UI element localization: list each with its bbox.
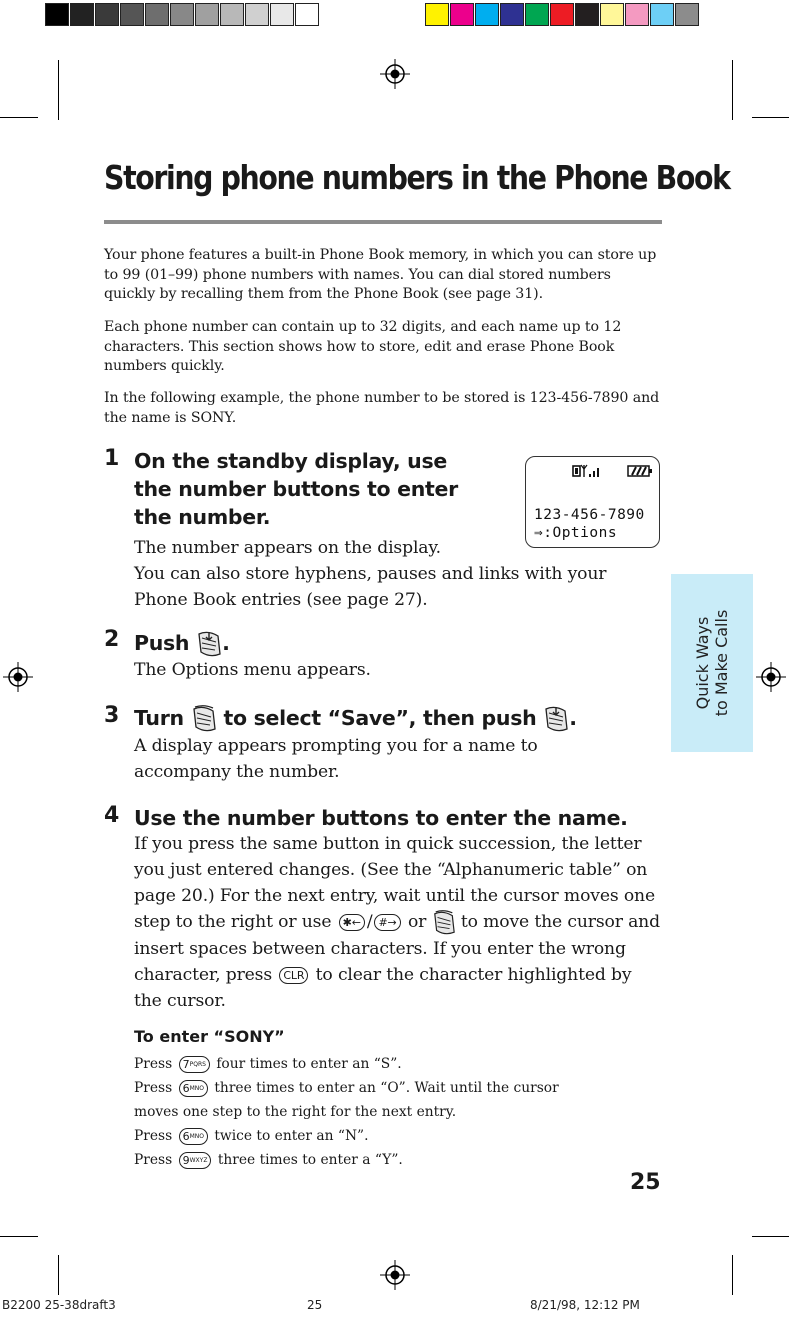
press-label: Press — [134, 1080, 173, 1096]
step-body-text: / — [366, 912, 373, 932]
color-swatch-bar — [425, 3, 700, 28]
step-body-line: You can also store hyphens, pauses and links with your Phone Book entries (see page 27). — [134, 564, 607, 610]
color-swatch — [70, 3, 94, 26]
signal-icon — [571, 464, 607, 478]
step-heading-line: the number buttons to enter — [134, 477, 458, 501]
key-digit: 9 — [182, 1154, 190, 1167]
color-swatch — [195, 3, 219, 26]
intro-paragraph: In the following example, the phone number to be stored is 123-456-7890 and the name is SONY. — [104, 390, 660, 426]
sony-line — [134, 1052, 664, 1076]
page-number: 25 — [630, 1170, 661, 1195]
footer-left: B2200 25-38draft3 — [2, 1298, 116, 1312]
key-letters: MNO — [189, 1085, 204, 1092]
step-body — [134, 831, 664, 1014]
jog-dial-push-icon — [543, 705, 569, 733]
clr-key-icon: CLR — [279, 967, 308, 984]
step-number: 2 — [104, 627, 120, 652]
step-heading-text: . — [569, 706, 577, 730]
color-swatch — [675, 3, 699, 26]
color-swatch — [475, 3, 499, 26]
step-body-text: or — [407, 912, 427, 932]
key-6-icon — [179, 1128, 208, 1145]
intro-paragraph: Each phone number can contain up to 32 digits, and each name up to 12 characters. This section shows how to store, edit and erase Phone Book numbers quickly. — [104, 319, 622, 374]
sony-line-text: three times to enter an “O”. Wait until the cursor moves one step to the right for the next entry. — [134, 1080, 559, 1120]
intro-paragraph: Your phone features a built-in Phone Book memory, in which you can store up to 99 (01–99) phone numbers with names. You can dial stored numbers quickly by recalling them from the Phone Book (see page 31). — [104, 247, 657, 302]
footer-right: 8/21/98, 12:12 PM — [530, 1298, 640, 1312]
color-swatch — [170, 3, 194, 26]
step-body-text: to move the cursor and insert spaces between characters. — [134, 912, 660, 959]
color-swatch — [525, 3, 549, 26]
step-heading — [134, 704, 664, 733]
display-number: 123-456-7890 — [534, 507, 645, 523]
page-title: Storing phone numbers in the Phone Book — [104, 158, 730, 197]
crop-mark — [0, 1236, 38, 1237]
step-heading-line: the number. — [134, 505, 271, 529]
step-body-text: If you enter the wrong character, press — [134, 938, 626, 985]
footer-center: 25 — [307, 1298, 323, 1312]
color-swatch — [600, 3, 624, 26]
color-swatch — [145, 3, 169, 26]
sony-line-text: twice to enter an “N”. — [214, 1128, 369, 1144]
sony-instructions — [134, 1052, 664, 1172]
step-body-text: If you press the same button in quick succession, the letter you just entered changes. (See the “Alphanumeric table” on page 20.) For the next entry, wait until the cursor moves one step to the right or use — [134, 834, 655, 932]
step-heading-text: . — [222, 631, 230, 655]
star-key-icon: ✱← — [339, 914, 365, 931]
key-letters: PQRS — [189, 1061, 206, 1068]
jog-dial-turn-icon — [432, 910, 456, 936]
phone-display — [525, 456, 660, 548]
color-swatch — [245, 3, 269, 26]
crop-mark — [752, 1236, 789, 1237]
step-heading — [134, 629, 230, 658]
step-heading: Use the number buttons to enter the name. — [134, 806, 628, 830]
jog-dial-push-icon — [196, 630, 222, 658]
registration-mark-icon — [3, 662, 33, 692]
step-body: A display appears prompting you for a name to accompany the number. — [134, 736, 538, 782]
hash-key-icon: #→ — [374, 914, 400, 931]
crop-mark — [752, 117, 789, 118]
color-swatch — [575, 3, 599, 26]
color-swatch — [45, 3, 69, 26]
color-swatch — [425, 3, 449, 26]
gray-swatch-bar — [45, 3, 320, 28]
color-swatch — [625, 3, 649, 26]
sony-heading: To enter “SONY” — [134, 1027, 285, 1046]
crop-mark — [58, 1255, 59, 1295]
color-swatch — [550, 3, 574, 26]
color-swatch — [500, 3, 524, 26]
key-letters: WXYZ — [189, 1157, 208, 1164]
battery-icon — [627, 465, 653, 477]
press-label: Press — [134, 1056, 173, 1072]
crop-mark — [732, 60, 733, 120]
section-tab-line: Quick Ways — [693, 616, 712, 710]
step-number: 1 — [104, 446, 120, 471]
jog-dial-turn-icon — [191, 705, 217, 733]
color-swatch — [650, 3, 674, 26]
key-6-icon — [179, 1080, 208, 1097]
section-tab-line: to Make Calls — [712, 609, 731, 717]
sony-line-text: three times to enter a “Y”. — [217, 1152, 403, 1168]
color-swatch — [220, 3, 244, 26]
registration-mark-icon — [380, 59, 410, 89]
step-heading-line: On the standby display, use — [134, 449, 447, 473]
key-9-icon — [179, 1152, 212, 1169]
color-swatch — [95, 3, 119, 26]
crop-mark — [58, 60, 59, 120]
key-digit: 7 — [182, 1058, 190, 1071]
key-letters: MNO — [189, 1133, 204, 1140]
sony-line — [134, 1148, 664, 1172]
crop-mark — [0, 117, 38, 118]
step-heading — [134, 447, 458, 531]
step-heading-text: Push — [134, 631, 190, 655]
color-swatch — [450, 3, 474, 26]
registration-mark-icon — [756, 662, 786, 692]
step-number: 4 — [104, 803, 120, 828]
sony-line — [134, 1076, 604, 1124]
color-swatch — [120, 3, 144, 26]
key-7-icon — [179, 1056, 210, 1073]
step-heading-text: to select “Save”, then push — [223, 706, 537, 730]
sony-line — [134, 1124, 664, 1148]
press-label: Press — [134, 1128, 173, 1144]
title-rule — [104, 220, 662, 224]
step-heading-text: Turn — [134, 706, 184, 730]
sony-line-text: four times to enter an “S”. — [216, 1056, 402, 1072]
key-digit: 6 — [182, 1082, 190, 1095]
display-options: ⇒:Options — [534, 525, 618, 541]
step-body-line: The number appears on the display. — [134, 538, 441, 558]
crop-mark — [732, 1255, 733, 1295]
step-body: The Options menu appears. — [134, 660, 371, 680]
color-swatch — [270, 3, 294, 26]
press-label: Press — [134, 1152, 173, 1168]
registration-mark-icon — [380, 1260, 410, 1290]
section-tab-label — [693, 610, 731, 717]
step-body-text: to clear the character highlighted by the cursor. — [134, 964, 632, 1011]
color-swatch — [295, 3, 319, 26]
step-number: 3 — [104, 703, 120, 728]
key-digit: 6 — [182, 1130, 190, 1143]
